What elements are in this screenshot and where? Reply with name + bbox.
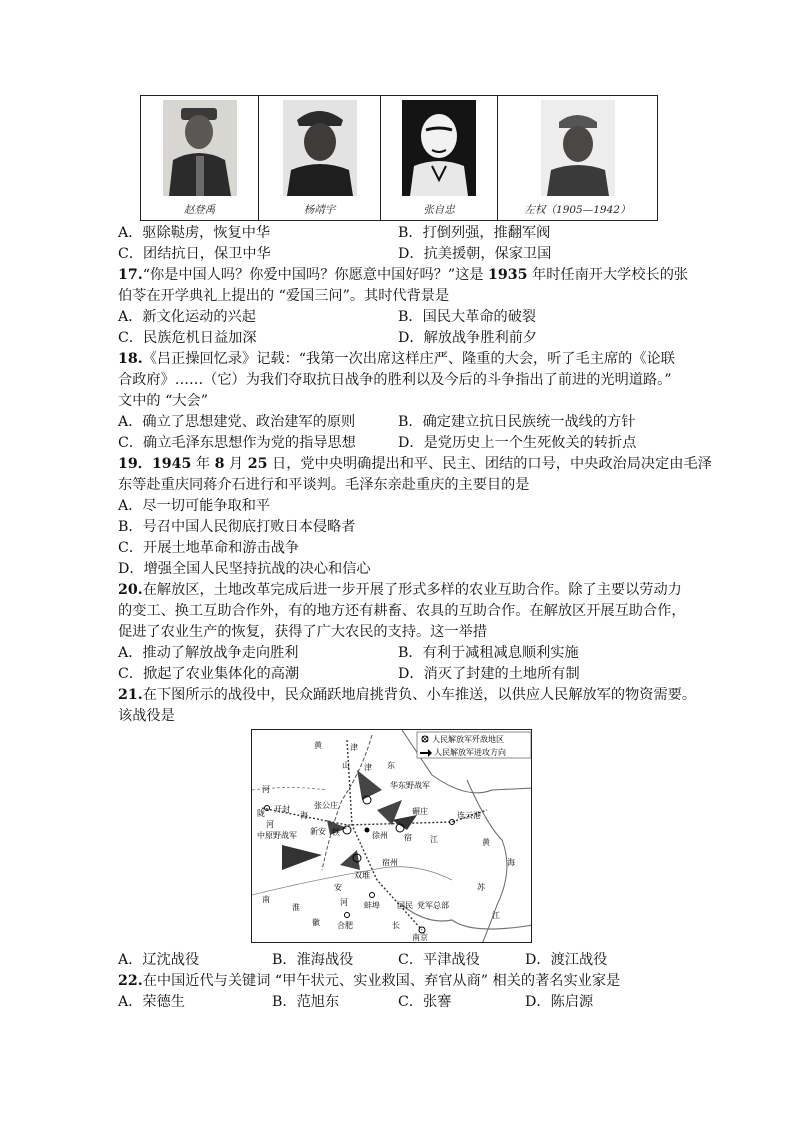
q20-option-b[interactable]: B．有利于减租减息顺利实施 — [398, 645, 579, 661]
map-label: 海 — [507, 858, 515, 867]
q22-option-b[interactable]: B．范旭东 — [272, 994, 340, 1010]
map-label: 津 — [364, 763, 372, 772]
portrait-cell-2 — [259, 96, 381, 220]
map-label: 安 — [334, 883, 342, 892]
portrait-cell-3 — [381, 96, 498, 220]
q17-option-d[interactable]: D．解放战争胜利前夕 — [398, 330, 538, 346]
map-label: 东 — [387, 761, 395, 770]
map-label: 开封 — [274, 805, 290, 814]
q18-option-c[interactable]: C．确立毛泽东思想作为党的指导思想 — [118, 435, 356, 451]
q22-option-c[interactable]: C．张謇 — [398, 994, 452, 1010]
portrait-soldier-icon — [163, 100, 237, 196]
map-label: 陇 — [257, 809, 265, 818]
map-label: 合肥 — [337, 921, 353, 930]
q20-option-d[interactable]: D．消灭了封建的土地所有制 — [398, 666, 580, 682]
portrait-caption: 杨靖宇 — [303, 204, 336, 216]
portrait-soldier-icon — [283, 100, 357, 196]
map-label: 海 — [300, 811, 308, 820]
legend-battle-area: 人民解放军歼敌地区 — [432, 735, 504, 744]
q19-text: 年 — [191, 456, 215, 472]
q19-text: 月 — [224, 456, 248, 472]
q18-stem-line1 — [118, 349, 675, 369]
map-label: 河 — [266, 820, 274, 829]
map-label: 河 — [262, 785, 270, 794]
map-label: 南 — [262, 895, 270, 904]
q20-text: 在解放区，土地改革完成后进一步开展了形式多样的农业互助合作。除了主要以劳动力 — [142, 582, 682, 598]
q16-option-b[interactable]: B．打倒列强，推翻军阀 — [398, 225, 551, 241]
portrait-caption: 张自忠 — [423, 204, 455, 216]
q20-option-c[interactable]: C．掀起了农业集体化的高潮 — [118, 666, 300, 682]
map-label: 双堆 — [354, 871, 370, 880]
q22-text: 在中国近代与关键词 “甲午状元、实业救国、弃官从商” 相关的著名实业家是 — [142, 973, 621, 989]
map-label: 铁 — [332, 828, 340, 837]
q18-option-d[interactable]: D．是党历史上一个生死攸关的转折点 — [398, 435, 637, 451]
map-label: 新安 — [310, 827, 326, 836]
q18-option-b[interactable]: B．确定建立抗日民族统一战线的方针 — [398, 414, 636, 430]
q17-number: 17. — [118, 267, 143, 283]
q21-option-a[interactable]: A．辽沈战役 — [118, 952, 200, 968]
q16-option-c[interactable]: C．团结抗日，保卫中华 — [118, 246, 271, 262]
map-label: 连云港 — [457, 811, 481, 820]
map-label: 江 — [430, 835, 438, 844]
map-label: 国民 — [397, 901, 413, 910]
map-label: 津 — [350, 743, 358, 752]
map-label: 淮 — [292, 903, 300, 912]
map-label: 长 — [392, 921, 400, 930]
map-label: 山 — [342, 761, 350, 770]
q20-stem-line2: 的变工、换工互助合作外，有的地方还有耕畜、农具的互助合作。在解放区开展互助合作， — [118, 603, 686, 619]
q17-option-a[interactable]: A．新文化运动的兴起 — [118, 309, 256, 325]
map-label: 南京 — [412, 933, 428, 942]
map-label: 宿 — [404, 833, 412, 842]
q21-option-b[interactable]: B．淮海战役 — [272, 952, 354, 968]
q18-text: 《吕正操回忆录》记载：“我第一次出席这样庄严、隆重的大会，听了毛主席的《论联 — [142, 351, 675, 367]
map-label: 宿州 — [382, 858, 398, 867]
q20-number: 20. — [118, 582, 143, 598]
q22-number: 22. — [118, 973, 143, 989]
map-label: 徐州 — [372, 831, 388, 840]
q18-option-a[interactable]: A．确立了思想建党、政治建军的原则 — [118, 414, 356, 430]
map-label: 河 — [340, 898, 348, 907]
q21-stem-line1 — [118, 685, 696, 705]
q16-option-a[interactable]: A．驱除鞑虏，恢复中华 — [118, 225, 271, 241]
q17-text: “你是中国人吗？你爱中国吗？你愿意中国好吗？”这是 — [142, 267, 489, 283]
map-label: 碾庄 — [412, 807, 428, 816]
q21-option-c[interactable]: C．平津战役 — [398, 952, 480, 968]
q19-stem-line2: 东等赴重庆同蒋介石进行和平谈判。毛泽东亲赴重庆的主要目的是 — [118, 477, 530, 493]
q17-stem-line2: 伯苓在开学典礼上提出的 “爱国三问”。其时代背景是 — [118, 288, 450, 304]
q17-year: 1935 — [488, 267, 528, 283]
map-label: 华东野战军 — [390, 781, 430, 790]
q19-option-c[interactable]: C．开展土地革命和游击战争 — [118, 540, 300, 556]
q18-number: 18. — [118, 351, 143, 367]
q18-stem-line2: 合政府》……（它）为我们夺取抗日战争的胜利以及今后的斗争指出了前进的光明道路。” — [118, 372, 672, 388]
q18-stem-line3: 文中的 “大会” — [118, 393, 208, 409]
q17-option-c[interactable]: C．民族危机日益加深 — [118, 330, 257, 346]
portrait-cell-4 — [498, 96, 657, 220]
map-label: 黄 — [314, 741, 322, 750]
map-label: 黄 — [482, 838, 490, 847]
legend-attack-direction: 人民解放军进攻方向 — [434, 748, 506, 757]
q19-year: 1945 — [151, 456, 192, 472]
q17-stem-line1 — [118, 265, 688, 285]
q20-stem-line1 — [118, 580, 682, 600]
q20-option-a[interactable]: A．推动了解放战争走向胜利 — [118, 645, 299, 661]
q19-option-a[interactable]: A．尽一切可能争取和平 — [118, 498, 271, 514]
battle-map — [251, 729, 532, 943]
q22-option-d[interactable]: D．陈启源 — [525, 994, 594, 1010]
q22-stem-line1 — [118, 971, 620, 991]
map-label: 党军总部 — [417, 901, 449, 910]
q17-option-b[interactable]: B．国民大革命的破裂 — [398, 309, 537, 325]
q19-stem-line1 — [118, 454, 712, 474]
map-label: 江 — [492, 911, 500, 920]
q17-text: 年时任南开大学校长的张 — [527, 267, 689, 283]
q21-option-d[interactable]: D．渡江战役 — [525, 952, 608, 968]
portrait-soldier-icon — [541, 100, 615, 196]
q21-stem-line2: 该战役是 — [118, 708, 175, 724]
q19-number: 19． — [118, 456, 152, 472]
q22-option-a[interactable]: A．荣德生 — [118, 994, 185, 1010]
q19-text: 日，党中央明确提出和平、民主、团结的口号，中央政治局决定由毛泽 — [267, 456, 712, 472]
map-label: 蚌埠 — [364, 901, 380, 910]
portrait-table — [140, 95, 658, 221]
q21-number: 21. — [118, 687, 143, 703]
q19-option-b[interactable]: B．号召中国人民彻底打败日本侵略者 — [118, 519, 356, 535]
q20-stem-line3: 促进了农业生产的恢复，获得了广大农民的支持。这一举措 — [118, 624, 487, 640]
portrait-caption: 赵登禹 — [183, 204, 216, 216]
q21-text: 在下图所示的战役中，民众踊跃地肩挑背负、小车推送，以供应人民解放军的物资需要。 — [142, 687, 697, 703]
huaihai-campaign-map-icon — [252, 730, 532, 943]
portrait-cell-1 — [141, 96, 259, 220]
q16-option-d[interactable]: D．抗美援朝，保家卫国 — [398, 246, 552, 262]
q19-month: 8 — [214, 456, 225, 472]
q19-day: 25 — [247, 456, 268, 472]
portrait-officer-icon — [402, 100, 476, 196]
portrait-caption: 左权（1905—1942） — [524, 204, 631, 216]
q19-option-d[interactable]: D．增强全国人民坚持抗战的决心和信心 — [118, 561, 371, 577]
map-label: 中原野战军 — [257, 831, 297, 840]
map-label: 徽 — [312, 918, 320, 927]
map-label: 张公庄 — [314, 801, 338, 810]
map-label: 苏 — [477, 883, 485, 892]
